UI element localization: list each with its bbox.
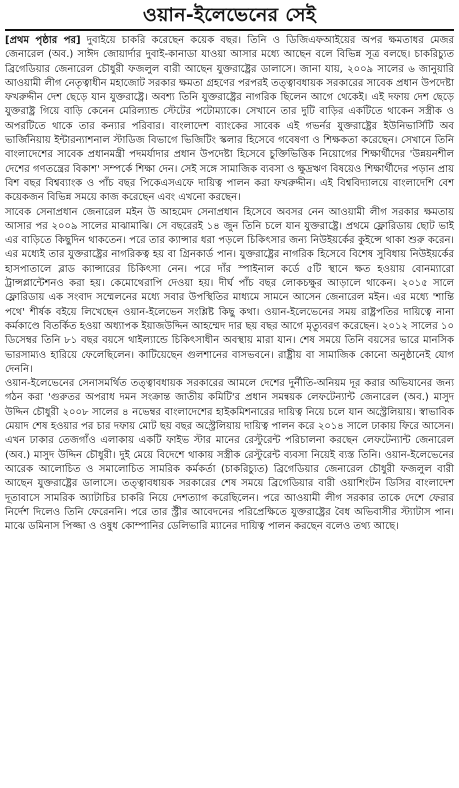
newspaper-clipping xyxy=(0,2,459,788)
article-paragraph: সাবেক সেনাপ্রধান জেনারেল মইন উ আহমেদ সেনাপ্রধান হিসেবে অবসর নেন আওয়ামী লীগ সরকার ক্ষমতায় আসার পর ২০০৯ সালের মাঝামাঝি। সে বছরেরই ১৪ জুন তিনি চলে যান যুক্তরাষ্ট্রে। প্রথমে ফ্লোরিডায় ছোট ভাই এর বাড়িতে কিছুদিন থাকতেন। পরে তার ক্যান্সার ধরা পড়লে চিকিৎসার জন্য নিউইয়র্কের কুইন্সে থাকা শুরু করেন। এর মধ্যেই তার যুক্তরাষ্ট্রের নাগরিকত্ব হয় বা গ্রিনকার্ড পান। যুক্তরাষ্ট্রের নাগরিক হিসেবে বিশেষ সুবিধায় নিউইয়র্কের হাসপাতালে ব্লাড ক্যান্সারের চিকিৎসা নেন। পরে দাঁর স্পাইনাল কর্ডে ৫টি স্থানে ক্ষত হওয়ায় বোনম্যারো ট্রান্সপ্লান্টেশনও করা হয়। কেমোথেরাপি দেওয়া হয়। দীর্ঘ পাঁচ বছর লোকচক্ষুর আড়ালে থাকেন। ২০১৫ সালে ফ্লোরিডায় এক সংবাদ সম্মেলনের মধ্যে সবার উপস্থিতির মাধ্যমে সামনে আসেন জেনারেল মইন। এর মধ্যে 'শান্তি পথে' শীর্ষক বইয়ে লিখেছেন ওয়ান-ইলেভেন সংশ্লিষ্ট কিছু কথা। ওয়ান-ইলেভেনের সময় রাষ্ট্রপতির দায়িত্বে নানা কর্মকাণ্ডে বিতর্কিত হওয়া অধ্যাপক ইয়াজউদ্দিন আহম্মেদ দার ছয় বছর আগে মৃত্যুবরণ করেছেন। ২০১২ সালের ১০ ডিসেম্বর তিনি ৮১ বছর বয়সে থাইল্যান্ডে চিকিৎসাধীন অবস্থায় মারা যান। শেষ সময়ে তিনি বয়সের ভারে মানসিক ভারসাম্যও হারিয়ে ফেলেছিলেন। কাটিয়েছেন গুলশানের বাসভবনে। রাষ্ট্রীয় বা সামাজিক কোনো অনুষ্ঠানেই যোগ দেননি। xyxy=(5,206,454,375)
article-paragraph: ওয়ান-ইলেভেনের সেনাসমর্থিত তত্ত্বাবধায়ক সরকারের আমলে দেশের দুর্নীতি-অনিয়ম দূর করার অভিযানের জন্য গঠন করা 'গুরুতর অপরাধ দমন সংক্রান্ত জাতীয় কমিটি'র প্রধান সমন্বয়ক লেফটেন্যান্ট জেনারেল (অব.) মাসুদ উদ্দিন চৌধুরী ২০০৮ সালের ৪ নভেম্বর বাংলাদেশের হাইকমিশনারের দায়িত্ব নিয়ে চলে যান অস্ট্রেলিয়ায়। স্বাভাবিক মেয়াদ শেষ হওয়ার পর চার দফায় মোট ছয় বছর অস্ট্রেলিয়ায় দায়িত্ব পালন করে ২০১৪ সালে ঢাকায় ফিরে আসেন। এখন ঢাকার তেজগাঁও এলাকায় একটি ফাইভ স্টার মানের রেস্টুরেন্ট পরিচালনা করছেন লেফটেন্যান্ট জেনারেল (অব.) মাসুদ উদ্দিন চৌধুরী। দুই মেয়ে বিদেশে থাকায় সস্ত্রীক রেস্টুরেন্ট ব্যবসা নিয়েই ব্যস্ত তিনি। ওয়ান-ইলেভেনের আরেক আলোচিত ও সমালোচিত সামরিক কর্মকর্তা (চাকরিচ্যুত) ব্রিগেডিয়ার জেনারেল চৌধুরী ফজলুল বারী আছেন যুক্তরাষ্ট্রের ডালাসে। তত্ত্বাবধায়ক সরকারের শেষ সময়ে ব্রিগেডিয়ার বারী ওয়াশিংটন ডিসির বাংলাদেশ দূতাবাসে সামরিক অ্যাটাচির চাকরি নিয়ে দেশত্যাগ করেছিলেন। পরে আওয়ামী লীগ সরকার তাকে দেশে ফেরার নির্দেশ দিলেও তিনি ফেরেননি। পরে তার স্ট্রীর আবেদনের পরিপ্রেক্ষিতে যুক্তরাষ্ট্রের বৈধ অভিবাসীর স্ট্যাটাস পান। মাঝে ডমিনাস পিজ্জা ও ওষুধ কোম্পানির ডেলিভারি ম্যানের দায়িত্ব পালন করছেন বলেও তথ্য আছে। xyxy=(5,378,454,533)
article-body xyxy=(5,34,454,534)
article-paragraph xyxy=(5,34,454,206)
continued-from-label: [প্রথম পৃষ্ঠার পর] xyxy=(5,35,81,46)
paragraph-text: দুবাইয়ে চাকরি করেছেন কয়েক বছর। তিনি ও ডিজিএফআইয়ের অপর ক্ষমতাধর মেজর জেনারেল (অব.) সাঈদ জোয়ার্দার দুবাই-কানাডা যাওয়া আসার মধ্যে আছেন বলে বিভিন্ন সূত্র বলছে। চাকরিচ্যুত ব্রিগেডিয়ার জেনারেল চৌধুরী ফজলুল বারী আছেন যুক্তরাষ্ট্রের ডালাসে। জানা যায়, ২০০৯ সালের ৬ জানুয়ারি আওয়ামী লীগ নেতৃত্বাধীন মহাজোট সরকার ক্ষমতা গ্রহণের পরপরই তত্ত্বাবধায়ক সরকারের সাবেক প্রধান উপদেষ্টা ফখরুদ্দীন দেশ ছেড়ে যান যুক্তরাষ্ট্রে। অবশ্য তিনি যুক্তরাষ্ট্রের নাগরিক ছিলেন আগে থেকেই। এই দফায় দেশ ছেড়ে যুক্তরাষ্ট্র গিয়ে বাড়ি কেনেন মেরিল্যান্ড স্টেটের পটোম্যাকে। সেখানে তার দুটি বাড়ির একটিতে থাকেন সস্ত্রীক ও অপরটিতে থাকে তার কন্যার পরিবার। বাংলাদেশ ব্যাংকের সাবেক এই গভর্নর যুক্তরাষ্ট্রের ইউনিভার্সিটি অব ভার্জিনিয়ায় ইন্টারন্যাশনাল স্টাডিজ বিভাগে ভিজিটিং স্কলার হিসেবে গবেষণা ও শিক্ষকতা করেছেন। সেখানে তিনি বাংলাদেশের সাবেক প্রধানমন্ত্রী পদমর্যাদার প্রধান উপদেষ্টা হিসেবে চুক্তিভিত্তিক নিয়োগের শিক্ষার্থীদের 'উন্নয়নশীল দেশের গণতন্ত্রের বিকাশ' সম্পর্কে শিক্ষা দেন। সেই সঙ্গে সামাজিক ব্যবসা ও ক্ষুদ্রঋণ বিষয়েও শিক্ষার্থীদের পড়ান প্রায় বিশ বছর বিশ্বব্যাংক ও পাঁচ বছর পিকেএসএফে দায়িত্ব পালন করা ফখরুদ্দীন। এই বিশ্ববিদ্যালয়ে বাংলাদেশি বেশ কয়েকজন বিভিন্ন সময়ে কাজ করেছেন এবং এখনো করছেন। xyxy=(5,35,455,204)
headline: ওয়ান-ইলেভেনের সেই xyxy=(5,2,454,31)
